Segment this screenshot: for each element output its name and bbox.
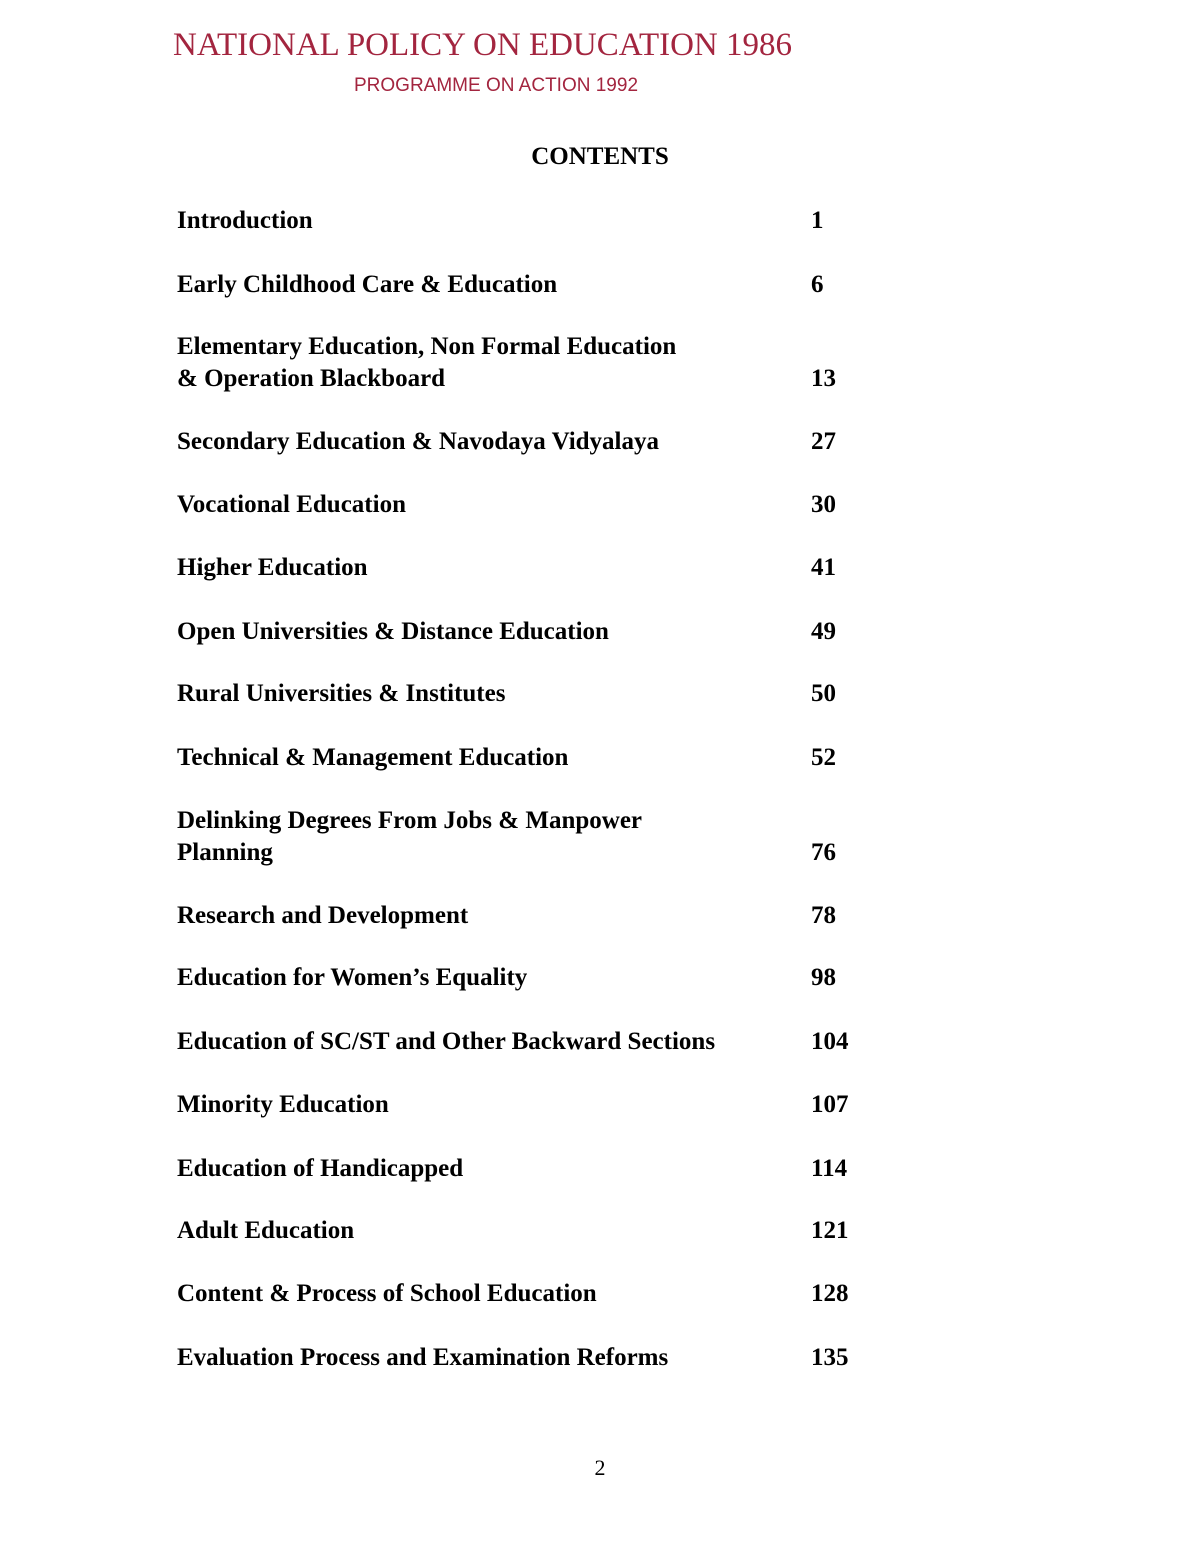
- contents-heading: CONTENTS: [531, 143, 669, 170]
- toc-entry-title: Education of Handicapped: [177, 1155, 464, 1182]
- toc-entry-title: Early Childhood Care & Education: [177, 271, 558, 298]
- document-title: NATIONAL POLICY ON EDUCATION 1986: [173, 27, 793, 63]
- toc-entry-sc-st-education: [177, 1026, 897, 1058]
- toc-entry-page: 50: [811, 680, 836, 707]
- toc-entry-title: Rural Universities & Institutes: [177, 680, 506, 707]
- toc-entry-page: 135: [811, 1344, 849, 1371]
- toc-entry-title: Content & Process of School Education: [177, 1280, 597, 1307]
- toc-entry-title: Technical & Management Education: [177, 744, 569, 771]
- toc-entry-higher-education: [177, 552, 897, 584]
- toc-entry-page: 98: [811, 964, 836, 991]
- toc-entry-page: 13: [811, 365, 836, 392]
- toc-entry-examination-reforms: [177, 1342, 897, 1374]
- toc-entry-title: Secondary Education & Navodaya Vidyalaya: [177, 428, 660, 455]
- toc-entry-page: 30: [811, 491, 836, 518]
- toc-entry-title: Research and Development: [177, 902, 469, 929]
- toc-entry-minority-education: [177, 1089, 897, 1121]
- toc-entry-elementary-education: [177, 331, 897, 395]
- toc-entry-title: Adult Education: [177, 1217, 355, 1244]
- toc-entry-page: 41: [811, 554, 836, 581]
- toc-entry-early-childhood: [177, 269, 897, 301]
- toc-entry-title: Vocational Education: [177, 491, 406, 518]
- toc-entry-page: 49: [811, 618, 836, 645]
- toc-entry-page: 76: [811, 839, 836, 866]
- toc-entry-title: Open Universities & Distance Education: [177, 618, 609, 645]
- toc-entry-womens-equality: [177, 962, 897, 994]
- toc-entry-title: Education of SC/ST and Other Backward Sections: [177, 1028, 716, 1055]
- toc-entry-open-universities: [177, 616, 897, 648]
- toc-entry-title: Introduction: [177, 207, 313, 234]
- toc-entry-page: 104: [811, 1028, 849, 1055]
- toc-entry-page: 121: [811, 1217, 849, 1244]
- document-subtitle: PROGRAMME ON ACTION 1992: [354, 75, 639, 96]
- toc-entry-page: 1: [811, 207, 824, 234]
- toc-entry-title: Evaluation Process and Examination Reforms: [177, 1344, 669, 1371]
- toc-entry-page: 128: [811, 1280, 849, 1307]
- toc-entry-school-education-content: [177, 1278, 897, 1310]
- toc-entry-rural-universities: [177, 678, 897, 710]
- toc-entry-title: Delinking Degrees From Jobs & Manpower Planning: [177, 807, 643, 866]
- toc-entry-page: 52: [811, 744, 836, 771]
- toc-entry-title: Elementary Education, Non Formal Education & Operation Blackboard: [177, 333, 677, 392]
- toc-entry-secondary-education: [177, 426, 897, 458]
- toc-entry-page: 78: [811, 902, 836, 929]
- toc-entry-title: Higher Education: [177, 554, 368, 581]
- toc-entry-page: 27: [811, 428, 836, 455]
- toc-entry-delinking-degrees: [177, 805, 897, 869]
- page-number: 2: [594, 1455, 606, 1480]
- toc-entry-page: 6: [811, 271, 824, 298]
- toc-entry-page: 107: [811, 1091, 849, 1118]
- toc-entry-title: Education for Women’s Equality: [177, 964, 528, 991]
- toc-entry-page: 114: [811, 1155, 848, 1182]
- toc-entry-introduction: [177, 205, 897, 237]
- toc-entry-adult-education: [177, 1215, 897, 1247]
- toc-entry-handicapped-education: [177, 1153, 897, 1185]
- toc-entry-research-development: [177, 900, 897, 932]
- toc-entry-title: Minority Education: [177, 1091, 389, 1118]
- toc-entry-vocational-education: [177, 489, 897, 521]
- toc-entry-technical-management: [177, 742, 897, 774]
